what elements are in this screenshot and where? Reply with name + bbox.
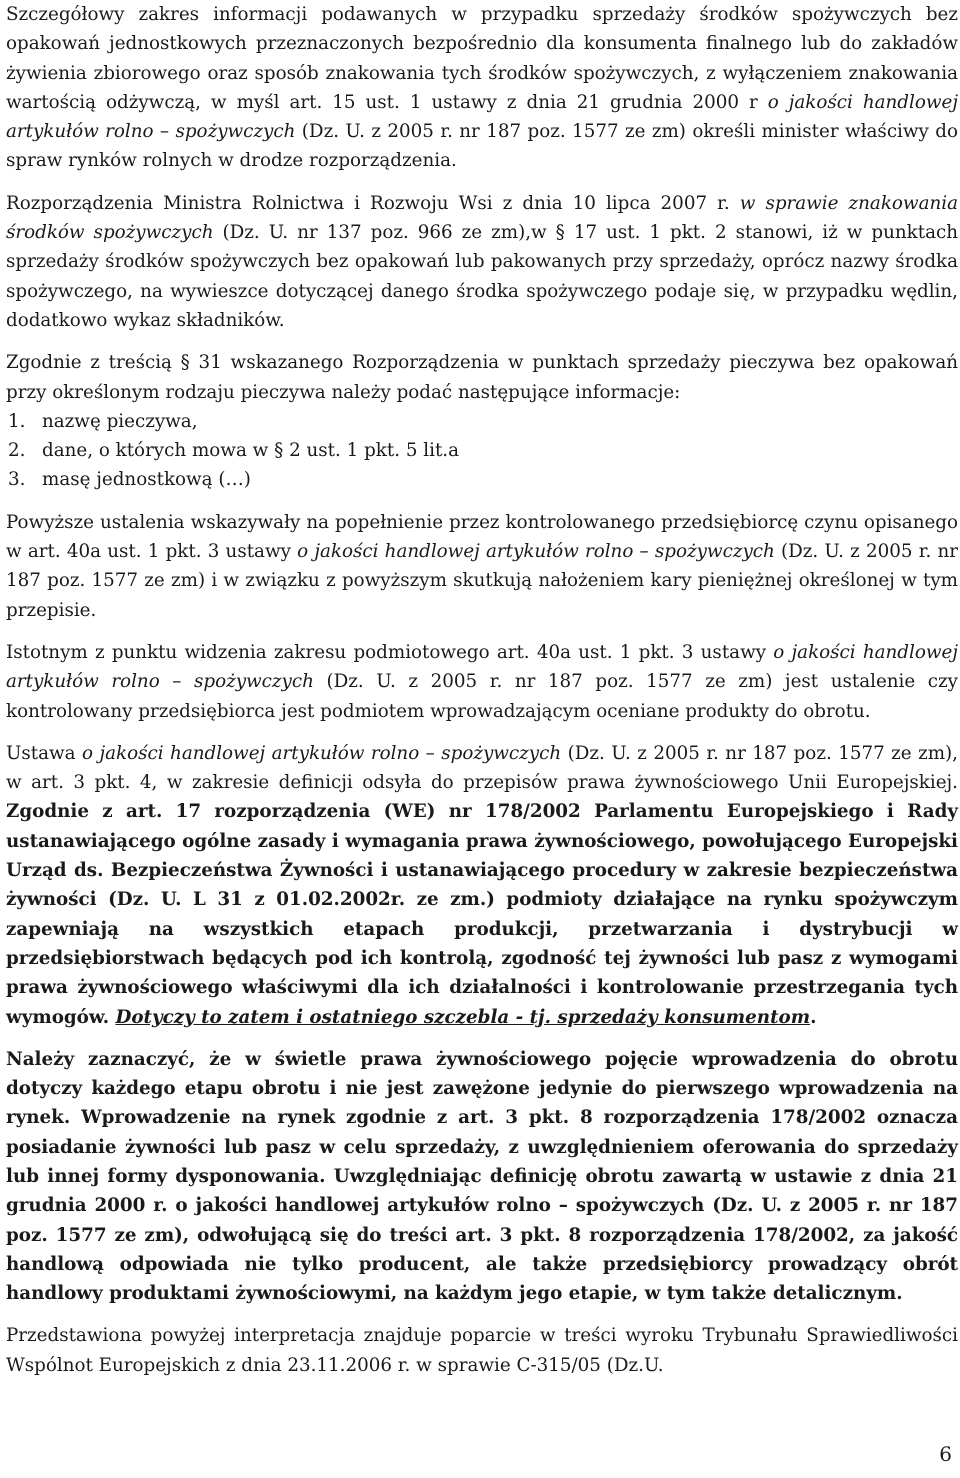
text-run: Powyższe ustalenia wskazywały na popełnienie przez kontrolowanego przedsiębiorcę czynu opisanego w art. 40a ust. 1 pkt. 3 ustawy	[6, 511, 958, 563]
text-run: (Dz. U. z 2005 r. nr 187 poz. 1577 ze zm), w art. 3 pkt. 4, w zakresie definicji odsyła do przepisów prawa żywnościowego Unii Europejskiej.	[6, 742, 958, 794]
list-item	[6, 465, 958, 494]
page-number: 6	[939, 1442, 952, 1466]
text-run: Należy zaznaczyć, że w świetle prawa żywnościowego pojęcie wprowadzenia do obrotu dotyczy każdego etapu obrotu i nie jest zawężone jedynie do pierwszego wprowadzenia na rynek. Wprowadzenie na rynek zgodnie z art. 3 pkt. 8 rozporządzenia 178/2002 oznacza posiadanie żywności lub pasz w celu sprzedaży, z uwzględnieniem oferowania do sprzedaży lub innej formy dysponowania. Uwzględniając definicję obrotu zawartą w ustawie z dnia 21 grudnia 2000 r. o jakości handlowej artykułów rolno – spożywczych (Dz. U. z 2005 r. nr 187 poz. 1577 ze zm), odwołującą się do treści art. 3 pkt. 8 rozporządzenia 178/2002, za jakość handlową odpowiada nie tylko producent, ale także przedsiębiorcy prowadzący obrót handlowy produktami żywnościowymi, na każdym jego etapie, w tym także detalicznym.	[6, 1048, 958, 1305]
text-run: Istotnym z punktu widzenia zakresu podmiotowego art. 40a ust. 1 pkt. 3 ustawy	[6, 641, 774, 663]
text-run: o jakości handlowej artykułów rolno – spożywczych	[82, 742, 562, 764]
list-item	[6, 407, 958, 436]
bread-info-list	[6, 407, 958, 495]
text-run: Dotyczy to zatem i ostatniego szczebla - tj. sprzedaży konsumentom	[115, 1006, 811, 1028]
text-run: Szczegółowy zakres informacji podawanych w przypadku sprzedaży środków spożywczych bez opakowań jednostkowych przeznaczonych bezpośrednio dla konsumenta finalnego lub do zakładów żywienia zbiorowego oraz sposób znakowania tych środków spożywczych, z wyłączeniem znakowania wartością odżywczą, w myśl art. 15 ust. 1 ustawy z dnia 21 grudnia 2000 r	[6, 4, 958, 113]
text-run: Zgodnie z art. 17 rozporządzenia (WE) nr 178/2002 Parlamentu Europejskiego i Rady ustanawiającego ogólne zasady i wymagania prawa żywnościowego, powołującego Europejski Urząd ds. Bezpieczeństwa Żywności i ustanawiającego procedury w zakresie bezpieczeństwa żywności (Dz. U. L 31 z 01.02.2002r. ze zm.) podmioty działające na rynku spożywczym zapewniają na wszystkich etapach produkcji, przetwarzania i dystrybucji w przedsiębiorstwach będących pod ich kontrolą, zgodność tej żywności lub pasz z wymogami prawa żywnościowego właściwymi dla ich działalności i kontrolowanie przestrzegania tych wymogów.	[6, 801, 958, 1028]
list-item-text: nazwę pieczywa,	[42, 410, 198, 432]
list-item-text: dane, o których mowa w § 2 ust. 1 pkt. 5 lit.a	[42, 440, 460, 462]
text-run: (Dz. U. nr 137 poz. 966 ze zm),w § 17 ust. 1 pkt. 2 stanowi, iż w punktach sprzedaży środków spożywczych bez opakowań lub pakowanych przy sprzedaży, oprócz nazwy środka spożywczego, na wywieszce dotyczącej danego środka spożywczego podaje się, w przypadku wędlin, dodatkowo wykaz składników.	[6, 222, 958, 331]
paragraph-scope-of-information	[6, 0, 958, 176]
text-run: (Dz. U. z 2005 r. nr 187 poz. 1577 ze zm) jest ustalenie czy kontrolowany przedsiębiorca jest podmiotem wprowadzającym oceniane produkty do obrotu.	[6, 671, 958, 722]
paragraph-court-ruling	[6, 1321, 958, 1380]
paragraph-penalty	[6, 508, 958, 625]
text-run: w sprawie znakowania środków spożywczych	[6, 192, 958, 244]
text-run: Rozporządzenia Ministra Rolnictwa i Rozwoju Wsi z dnia 10 lipca 2007 r.	[6, 192, 740, 214]
list-item-text: masę jednostkową (…)	[42, 469, 251, 491]
text-run: Zgodnie z treścią § 31 wskazanego Rozporządzenia w punktach sprzedaży pieczywa bez opakowań przy określonym rodzaju pieczywa należy podać następujące informacje:	[6, 352, 958, 403]
list-item-number: 2.	[8, 440, 26, 462]
paragraph-placing-on-market	[6, 1045, 958, 1309]
text-run: o jakości handlowej artykułów rolno – spożywczych	[6, 641, 959, 693]
paragraph-bread-information	[6, 348, 958, 407]
paragraph-labelling-regulation	[6, 189, 958, 335]
document-page	[6, 0, 958, 1393]
text-run: (Dz. U. z 2005 r. nr 187 poz. 1577 ze zm) określi minister właściwy do spraw rynków rolnych w drodze rozporządzenia.	[6, 121, 958, 172]
paragraph-subject-scope	[6, 638, 958, 726]
text-run: o jakości handlowej artykułów rolno – spożywczych	[6, 91, 958, 143]
text-run: Ustawa	[6, 742, 83, 764]
text-run: (Dz. U. z 2005 r. nr 187 poz. 1577 ze zm) i w związku z powyższym skutkują nałożeniem kary pieniężnej określonej w tym przepisie.	[6, 541, 959, 621]
text-run: Przedstawiona powyżej interpretacja znajduje poparcie w treści wyroku Trybunału Sprawiedliwości Wspólnot Europejskich z dnia 23.11.2006 r. w sprawie C-315/05 (Dz.U.	[6, 1325, 958, 1376]
text-run: .	[810, 1006, 817, 1028]
list-item-number: 3.	[8, 469, 26, 491]
text-run: o jakości handlowej artykułów rolno – spożywczych	[297, 541, 775, 563]
paragraph-eu-food-law	[6, 739, 958, 1032]
list-item	[6, 436, 958, 465]
list-item-number: 1.	[8, 410, 26, 432]
